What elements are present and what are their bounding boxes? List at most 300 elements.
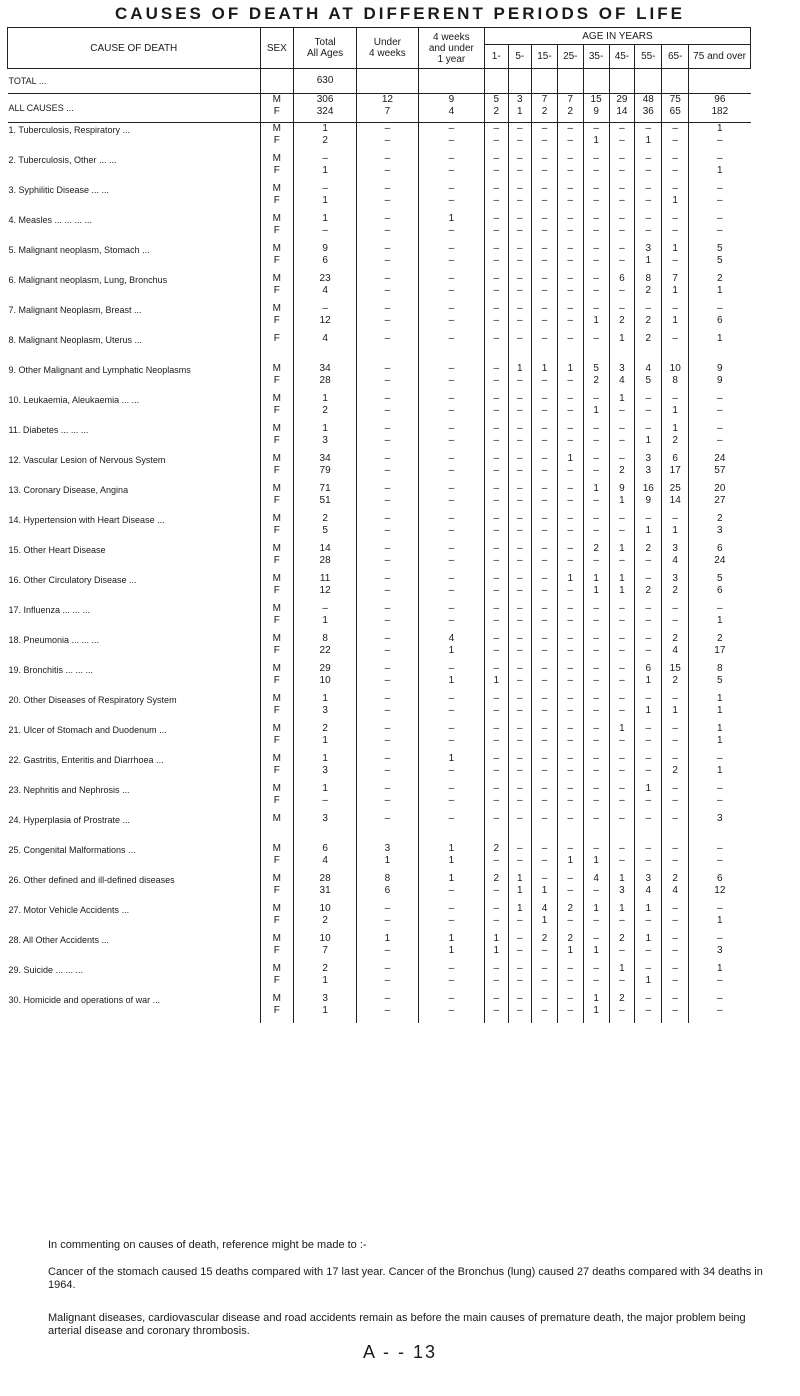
value-cell: [357, 243, 419, 273]
value-cell: [357, 123, 419, 154]
cell-value: –: [541, 633, 548, 644]
value-female: 2: [567, 106, 574, 117]
cell-value: –: [493, 513, 500, 524]
cell-value: –: [517, 423, 523, 434]
value-cell: [484, 213, 508, 243]
cell-value: –: [517, 675, 523, 686]
cell-value: 1: [645, 903, 652, 914]
value-cell: [583, 303, 609, 333]
cell-value: –: [384, 633, 391, 644]
value-cell: [609, 963, 635, 993]
value-male: 5: [493, 94, 500, 105]
value-cell: [508, 933, 532, 963]
cell-value: –: [517, 525, 523, 536]
cell-value: 1: [619, 903, 625, 914]
cell-value: –: [517, 465, 523, 476]
cell-value: –: [717, 783, 723, 794]
cell-value: –: [541, 405, 548, 416]
value-cell: [508, 393, 532, 423]
value-cell: [557, 183, 583, 213]
value-cell: [532, 783, 558, 813]
value-cell: [508, 633, 532, 663]
value-cell: [635, 123, 662, 154]
cell-value: –: [322, 183, 328, 194]
cell-value: 1: [593, 573, 599, 584]
value-cell: [635, 933, 662, 963]
value-cell: [609, 393, 635, 423]
value-cell: [418, 603, 484, 633]
cell-value: –: [541, 723, 548, 734]
value-cell: [557, 543, 583, 573]
cell-value: –: [448, 573, 455, 584]
cell-value: –: [493, 543, 500, 554]
cell-value: 27: [714, 495, 726, 506]
value-cell: [689, 453, 751, 483]
value-cell: [532, 513, 558, 543]
value-cell: [357, 273, 419, 303]
value-cell: [294, 423, 357, 453]
value-cell: [635, 963, 662, 993]
value-cell: [357, 423, 419, 453]
cell-value: –: [493, 363, 500, 374]
value-cell: [508, 693, 532, 723]
cell-value: 9: [645, 495, 652, 506]
cell-value: –: [541, 993, 548, 1004]
total-empty: [557, 69, 583, 94]
sex-cell: [260, 873, 294, 903]
cell-value: –: [593, 753, 599, 764]
cell-value: –: [448, 135, 455, 146]
cell-value: –: [384, 945, 391, 956]
value-cell: [662, 303, 689, 333]
cell-value: –: [517, 813, 523, 824]
sex-cell: [260, 213, 294, 243]
cell-value: –: [593, 165, 599, 176]
cell-value: –: [493, 663, 500, 674]
cell-value: –: [493, 423, 500, 434]
cell-value: 10: [319, 933, 331, 944]
cell-value: 2: [672, 585, 678, 596]
value-cell: [662, 213, 689, 243]
value-cell: [583, 723, 609, 753]
value-cell: [294, 123, 357, 154]
table-row: [8, 423, 751, 453]
table-row: [8, 663, 751, 693]
cause-name: 11. Diabetes ... ... ...: [8, 425, 89, 435]
cause-name: 7. Malignant Neoplasm, Breast ...: [8, 305, 142, 315]
cell-value: 1: [593, 405, 599, 416]
cell-value: –: [541, 195, 548, 206]
cell-value: –: [619, 243, 625, 254]
cell-value: 1: [322, 735, 328, 746]
value-cell: [609, 633, 635, 663]
value-cell: [557, 273, 583, 303]
cell-value: 2: [567, 903, 574, 914]
cell-value: –: [619, 525, 625, 536]
table-row: [8, 513, 751, 543]
sex-label: M: [272, 303, 282, 314]
table-row: [8, 333, 751, 363]
cell-value: 14: [319, 543, 331, 554]
value-cell: [357, 393, 419, 423]
cell-value: 1: [448, 873, 455, 884]
cell-value: –: [448, 963, 455, 974]
cell-value: –: [619, 135, 625, 146]
cell-value: 3: [672, 543, 678, 554]
total-sex: [260, 69, 294, 94]
cause-name: 29. Suicide ... ... ...: [8, 965, 84, 975]
cell-value: –: [517, 543, 523, 554]
value-cell: [635, 273, 662, 303]
cell-value: –: [717, 405, 723, 416]
cell-value: 2: [645, 315, 652, 326]
table-row: [8, 183, 751, 213]
value-cell: [662, 663, 689, 693]
table-row: [8, 213, 751, 243]
value-cell: [532, 693, 558, 723]
value-cell: [418, 753, 484, 783]
sex-cell: [260, 183, 294, 213]
value-cell: [357, 363, 419, 393]
cell-value: –: [672, 513, 678, 524]
value-cell: [557, 993, 583, 1023]
value-cell: [635, 723, 662, 753]
sex-label: F: [273, 945, 280, 956]
value-cell: [508, 483, 532, 513]
total-empty: [635, 69, 662, 94]
cell-value: 1: [567, 363, 574, 374]
value-cell: [583, 393, 609, 423]
value-female: 324: [316, 106, 334, 117]
cell-value: –: [645, 393, 652, 404]
value-cell: [484, 933, 508, 963]
cell-value: 31: [319, 885, 331, 896]
table-row: [8, 843, 751, 873]
cause-name: 27. Motor Vehicle Accidents ...: [8, 905, 130, 915]
value-cell: [418, 993, 484, 1023]
cell-value: 8: [384, 873, 391, 884]
sex-label: M: [272, 783, 282, 794]
value-cell: [583, 183, 609, 213]
cause-name: 10. Leukaemia, Aleukaemia ... ...: [8, 395, 140, 405]
sex-label: F: [273, 405, 280, 416]
cell-value: –: [645, 945, 652, 956]
cell-value: –: [541, 225, 548, 236]
cell-value: –: [493, 765, 500, 776]
value-cell: [662, 453, 689, 483]
value-cell: [294, 873, 357, 903]
cell-value: 2: [619, 315, 625, 326]
value-cell: [635, 513, 662, 543]
cell-value: –: [717, 753, 723, 764]
value-cell: [418, 783, 484, 813]
cell-value: –: [493, 315, 500, 326]
value-cell: [609, 183, 635, 213]
value-female: 2: [493, 106, 500, 117]
cell-value: –: [567, 483, 574, 494]
cell-value: 3: [322, 765, 328, 776]
cell-value: 1: [619, 495, 625, 506]
cell-value: –: [384, 273, 391, 284]
value-cell: [532, 303, 558, 333]
cell-value: –: [384, 393, 391, 404]
value-cell: [635, 873, 662, 903]
value-cell: [635, 183, 662, 213]
cell-value: –: [448, 663, 455, 674]
value-cell: [583, 903, 609, 933]
value-cell: [294, 183, 357, 213]
cell-value: –: [567, 525, 574, 536]
sex-label: M: [272, 633, 282, 644]
sex-label: M: [272, 213, 282, 224]
all-causes-cell: [557, 94, 583, 123]
value-cell: [357, 633, 419, 663]
value-cell: [294, 663, 357, 693]
cell-value: –: [567, 705, 574, 716]
cell-value: –: [384, 993, 391, 1004]
value-cell: [294, 543, 357, 573]
cell-value: 2: [672, 633, 678, 644]
cell-value: –: [493, 903, 500, 914]
cell-value: –: [567, 165, 574, 176]
cell-value: –: [384, 285, 391, 296]
cell-value: –: [567, 315, 574, 326]
value-cell: [583, 453, 609, 483]
cell-value: –: [448, 195, 455, 206]
cause-name: 25. Congenital Malformations ...: [8, 845, 136, 855]
value-cell: [418, 303, 484, 333]
commentary-cancer: Cancer of the stomach caused 15 deaths compared with 17 last year. Cancer of the Bronchus (lung) caused 27 deaths compared with 34 deaths in 1964.: [48, 1266, 763, 1291]
sex-cell: [260, 573, 294, 603]
cell-value: –: [493, 165, 500, 176]
table-row: [8, 273, 751, 303]
cell-value: 34: [319, 363, 331, 374]
value-cell: [689, 153, 751, 183]
cell-value: –: [541, 735, 548, 746]
value-cell: [557, 633, 583, 663]
cell-value: –: [384, 543, 391, 554]
cell-value: –: [567, 885, 574, 896]
value-cell: [484, 153, 508, 183]
cell-value: –: [493, 183, 500, 194]
value-male: 7: [541, 94, 548, 105]
cell-value: –: [717, 435, 723, 446]
cell-value: 1: [717, 735, 723, 746]
value-cell: [484, 843, 508, 873]
cell-value: –: [672, 255, 678, 266]
sex-cell: [260, 633, 294, 663]
value-cell: [532, 393, 558, 423]
cell-value: –: [593, 495, 599, 506]
value-cell: [689, 243, 751, 273]
cell-value: –: [717, 195, 723, 206]
cell-value: –: [619, 945, 625, 956]
cell-value: –: [384, 663, 391, 674]
cell-value: –: [517, 513, 523, 524]
value-cell: [609, 783, 635, 813]
cell-value: 1: [322, 783, 328, 794]
sex-label: M: [272, 693, 282, 704]
table-row: [8, 303, 751, 333]
sex-label: M: [272, 963, 282, 974]
cell-value: –: [593, 693, 599, 704]
value-cell: [689, 873, 751, 903]
cell-value: –: [541, 303, 548, 314]
cell-value: –: [619, 603, 625, 614]
cell-value: 1: [717, 915, 723, 926]
cell-value: –: [567, 993, 574, 1004]
cell-value: –: [448, 165, 455, 176]
value-cell: [294, 993, 357, 1023]
value-cell: [532, 843, 558, 873]
cell-value: 1: [493, 933, 500, 944]
value-cell: [609, 303, 635, 333]
value-cell: [557, 153, 583, 183]
value-cell: [635, 423, 662, 453]
cell-value: 11: [319, 573, 331, 584]
value-cell: [662, 573, 689, 603]
cell-value: –: [619, 123, 625, 134]
cell-value: –: [567, 543, 574, 554]
sex-label: F: [273, 555, 280, 566]
cell-value: 1: [645, 435, 652, 446]
cell-value: –: [593, 153, 599, 164]
cell-value: –: [541, 435, 548, 446]
cell-value: –: [567, 513, 574, 524]
cell-value: 10: [319, 903, 331, 914]
sex-male: M: [272, 94, 282, 105]
cell-value: –: [384, 465, 391, 476]
cell-value: 1: [593, 483, 599, 494]
sex-label: M: [272, 273, 282, 284]
sex-label: F: [273, 585, 280, 596]
value-cell: [662, 483, 689, 513]
cell-value: 1: [322, 693, 328, 704]
value-cell: [294, 453, 357, 483]
value-cell: [418, 963, 484, 993]
value-cell: [484, 273, 508, 303]
cell-value: –: [448, 903, 455, 914]
cell-value: –: [448, 483, 455, 494]
cell-value: 1: [593, 585, 599, 596]
cell-value: –: [517, 963, 523, 974]
value-cell: [532, 573, 558, 603]
cell-value: 5: [717, 255, 723, 266]
sex-label: F: [273, 525, 280, 536]
cell-value: 1: [645, 255, 652, 266]
cause-name: 12. Vascular Lesion of Nervous System: [8, 455, 166, 465]
cell-value: –: [593, 123, 599, 134]
value-cell: [532, 423, 558, 453]
cell-value: 3: [645, 243, 652, 254]
cell-value: –: [493, 705, 500, 716]
cell-value: –: [384, 735, 391, 746]
cell-value: –: [619, 255, 625, 266]
cell-value: –: [448, 273, 455, 284]
cell-value: –: [517, 783, 523, 794]
value-cell: [689, 393, 751, 423]
cell-value: –: [672, 183, 678, 194]
value-cell: [294, 693, 357, 723]
cell-value: –: [541, 615, 548, 626]
value-cell: [557, 243, 583, 273]
cell-value: –: [493, 435, 500, 446]
cell-value: 2: [672, 873, 678, 884]
value-cell: [418, 363, 484, 393]
value-cell: [484, 393, 508, 423]
all-causes-cell: [484, 94, 508, 123]
cell-value: 1: [717, 693, 723, 704]
cell-value: –: [493, 915, 500, 926]
cell-value: –: [384, 153, 391, 164]
sex-label: M: [272, 603, 282, 614]
value-cell: [635, 243, 662, 273]
table-row: [8, 753, 751, 783]
cell-value: –: [493, 963, 500, 974]
cell-value: 1: [322, 195, 328, 206]
cell-value: –: [717, 903, 723, 914]
cell-value: –: [717, 303, 723, 314]
cell-value: –: [645, 555, 652, 566]
cell-value: –: [645, 813, 652, 824]
value-cell: [418, 213, 484, 243]
header-age-band: 1-: [484, 45, 508, 69]
cell-value: –: [593, 243, 599, 254]
cell-value: 1: [448, 855, 455, 866]
cell-value: 16: [642, 483, 654, 494]
value-cell: [484, 543, 508, 573]
cell-value: –: [619, 213, 625, 224]
cell-value: –: [384, 975, 391, 986]
sex-cell: [260, 513, 294, 543]
cell-value: –: [517, 183, 523, 194]
value-cell: [557, 423, 583, 453]
cell-value: –: [541, 543, 548, 554]
total-empty: [484, 69, 508, 94]
causes-of-death-table: [7, 27, 751, 1023]
cell-value: –: [567, 123, 574, 134]
value-male: 9: [448, 94, 455, 105]
sex-label: F: [273, 375, 280, 386]
cell-value: –: [493, 573, 500, 584]
value-cell: [689, 513, 751, 543]
cell-value: –: [645, 915, 652, 926]
cell-value: 1: [517, 363, 523, 374]
cause-name: 24. Hyperplasia of Prostrate ...: [8, 815, 131, 825]
cell-value: 3: [619, 885, 625, 896]
cell-value: –: [619, 855, 625, 866]
sex-cell: [260, 243, 294, 273]
cell-value: –: [448, 495, 455, 506]
value-cell: [609, 543, 635, 573]
cell-value: –: [541, 375, 548, 386]
value-cell: [662, 243, 689, 273]
cell-value: –: [567, 225, 574, 236]
cell-value: –: [567, 753, 574, 764]
value-cell: [418, 903, 484, 933]
cell-value: –: [517, 735, 523, 746]
sex-cell: [260, 753, 294, 783]
cell-value: 2: [322, 723, 328, 734]
cell-value: 9: [322, 243, 328, 254]
cell-value: –: [384, 423, 391, 434]
cell-value: 28: [319, 375, 331, 386]
sex-cell: [260, 663, 294, 693]
value-cell: [294, 153, 357, 183]
cell-value: –: [541, 465, 548, 476]
sex-cell: [260, 993, 294, 1023]
cell-value: 24: [714, 453, 726, 464]
